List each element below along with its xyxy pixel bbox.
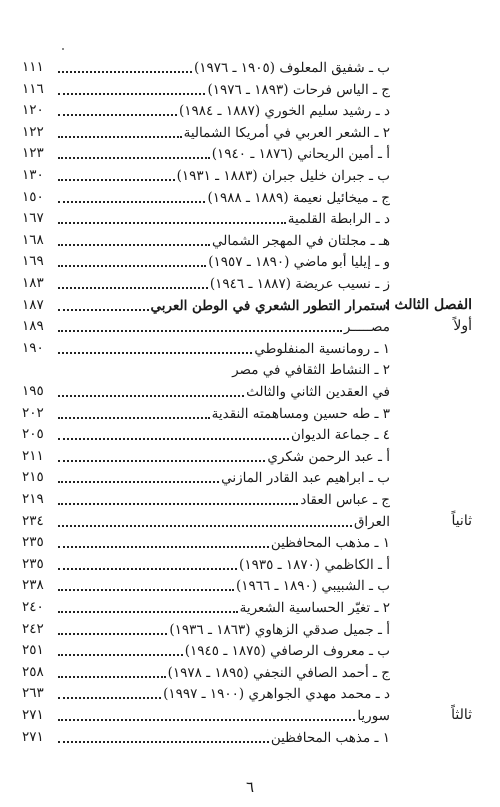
- toc-entry-body: [58, 661, 390, 683]
- dot-leader: [58, 71, 192, 73]
- dot-leader: [58, 114, 177, 116]
- toc-entry-page: ١٦٩: [22, 253, 44, 270]
- dot-leader: [58, 654, 183, 656]
- toc-entry-title: ٢ ـ الشعر العربي في أمريكا الشمالية: [183, 124, 390, 141]
- toc-entry-title: و ـ إيليا أبو ماضي (١٨٩٠ ـ ١٩٥٧): [208, 254, 390, 271]
- toc-entry-page: ٢٥٨: [22, 663, 44, 680]
- toc-entry-title: ٤ ـ جماعة الديوان: [291, 427, 390, 444]
- toc-entry-title: د ـ محمد مهدي الجواهري (١٩٠٠ ـ ١٩٩٧): [163, 686, 390, 703]
- dot-leader: [58, 568, 237, 570]
- toc-entry: [0, 315, 500, 337]
- toc-entry-title: ب ـ ابراهيم عبد القادر المازني: [221, 470, 390, 487]
- section-label: ثالثاً: [451, 707, 472, 723]
- toc-entry-body: [58, 229, 390, 251]
- toc-entry-title: ٣ ـ طه حسين ومساهمته النقدية: [211, 405, 390, 422]
- toc-entry: [0, 596, 500, 618]
- toc-entry-title: ز ـ نسيب عريضة (١٨٨٧ ـ ١٩٤٦): [209, 276, 390, 292]
- toc-entry-title: مصـــــر: [343, 319, 390, 336]
- toc-entry: [0, 380, 500, 402]
- toc-entry-page: ١٦٧: [22, 210, 44, 227]
- toc-entry: [0, 164, 500, 186]
- dot-leader: [58, 157, 210, 159]
- dot-leader: [58, 503, 298, 505]
- toc-entry-title: ١ ـ مذهب المحافظين: [270, 729, 390, 746]
- toc-entry-page: ١٢٣: [22, 145, 44, 162]
- toc-entry-page: ١٨٩: [22, 318, 44, 335]
- toc-entry-body: [58, 488, 390, 510]
- toc-entry: [0, 294, 500, 316]
- toc-entry-page: ١٣٠: [22, 167, 44, 183]
- toc-entry: [0, 121, 500, 143]
- toc-entry-body: [58, 250, 390, 272]
- toc-entry: [0, 466, 500, 488]
- toc-entry-title: استمرار التطور الشعري في الوطن العربي: [150, 297, 390, 314]
- toc-entry: [0, 574, 500, 596]
- toc-entry: [0, 402, 500, 424]
- toc-entry: [0, 488, 500, 510]
- toc-entry-page: ٢٠٢: [22, 404, 44, 421]
- toc-entry: [0, 142, 500, 164]
- dot-leader: [58, 309, 149, 311]
- toc-entry-body: [58, 553, 390, 575]
- dot-leader: [58, 546, 269, 548]
- toc-entry-title: ب ـ شفيق المعلوف (١٩٠٥ ـ ١٩٧٦): [193, 60, 390, 76]
- toc-entry-title: أ ـ عبد الرحمن شكري: [267, 448, 390, 465]
- toc-entry: [0, 186, 500, 208]
- toc-entry-body: [58, 704, 390, 726]
- toc-entry-page: ٢٤٢: [22, 620, 44, 637]
- dot-leader: [58, 741, 269, 743]
- toc-entry-title: أ ـ أمين الريحاني (١٨٧٦ ـ ١٩٤٠): [211, 146, 390, 163]
- toc-entry-title: ج ـ الياس فرحات (١٨٩٣ ـ ١٩٧٦): [207, 81, 390, 98]
- dot-leader: [58, 222, 286, 224]
- toc-entry-page: ١٨٣: [22, 275, 44, 291]
- toc-entry-page: ١٨٧: [22, 296, 44, 313]
- toc-entry-title: د ـ رشيد سليم الخوري (١٨٨٧ ـ ١٩٨٤): [178, 103, 390, 120]
- toc-entry-title: العراق: [353, 513, 390, 530]
- toc-entry-title: ب ـ جبران خليل جبران (١٨٨٣ ـ ١٩٣١): [176, 168, 390, 184]
- toc-entry-body: [58, 164, 390, 186]
- toc-entry-page: ٢٣٥: [22, 534, 44, 551]
- toc-entry-title: ١ ـ مذهب المحافظين: [270, 535, 390, 552]
- dot-leader: [58, 481, 219, 483]
- toc-entry-body: [58, 682, 390, 704]
- toc-entry: [0, 272, 500, 294]
- toc-entry-body: [58, 380, 390, 402]
- toc-entry-page: ١٢٠: [22, 102, 44, 119]
- toc-entry: [0, 78, 500, 100]
- toc-entry-body: [58, 294, 390, 316]
- toc-entry-title: أ ـ جميل صدقي الزهاوي (١٨٦٣ ـ ١٩٣٦): [169, 621, 390, 638]
- toc-entry-page: ٢٤٠: [22, 599, 44, 615]
- toc-entry-body: [58, 402, 390, 424]
- dot-leader: [58, 633, 167, 635]
- toc-entry-page: ١١٦: [22, 80, 44, 97]
- toc-entry: [0, 445, 500, 467]
- toc-entry: [0, 358, 500, 380]
- toc-entry-body: [58, 315, 390, 337]
- toc-entry-body: [58, 574, 390, 596]
- toc-entry-body: [58, 596, 390, 618]
- toc-entry: [0, 661, 500, 683]
- toc-entry-page: ٢٥١: [22, 642, 44, 659]
- toc-entry-body: [58, 121, 390, 143]
- toc-entry-title: ٢ ـ النشاط الثقافي في مصر: [232, 362, 390, 379]
- toc-entry-page: ٢٦٣: [22, 685, 44, 702]
- toc-entry-page: ١٦٨: [22, 231, 44, 248]
- toc-entry: [0, 99, 500, 121]
- toc-entry-page: ٢٣٥: [22, 555, 44, 572]
- dot-leader: [58, 525, 352, 527]
- toc-entry-page: ٢١٩: [22, 491, 44, 507]
- toc-entry-page: ١١١: [22, 59, 44, 75]
- toc-entry: [0, 337, 500, 359]
- toc-entry-title: ج ـ أحمد الصافي النجفي (١٨٩٥ ـ ١٩٧٨): [167, 664, 390, 681]
- toc-entry-page: ٢٣٨: [22, 577, 44, 594]
- toc-entry-body: [58, 99, 390, 121]
- toc-entry-title: ب ـ معروف الرصافي (١٨٧٥ ـ ١٩٤٥): [184, 643, 390, 660]
- dot-leader: [58, 201, 205, 203]
- toc-entry-title: د ـ الرابطة القلمية: [287, 211, 390, 228]
- toc-entry: [0, 531, 500, 553]
- toc-entry-body: [58, 423, 390, 445]
- toc-entry-title: ١ ـ رومانسية المنفلوطي: [254, 340, 390, 357]
- toc-entry-title: ج ـ عباس العقاد: [300, 492, 390, 508]
- dot-leader: [58, 611, 238, 613]
- toc-entry-body: [58, 337, 390, 359]
- toc-entry-title: هـ ـ مجلتان في المهجر الشمالي: [212, 232, 390, 249]
- toc-entry-page: ٢٣٤: [22, 512, 44, 529]
- toc-entry: [0, 207, 500, 229]
- toc-entry-body: [58, 186, 390, 208]
- toc-entry: [0, 229, 500, 251]
- toc-entry: [0, 56, 500, 78]
- toc-entry-body: [58, 726, 390, 748]
- dot-leader: [58, 93, 205, 95]
- toc-entry-body: [58, 142, 390, 164]
- toc-entry-title: ٢ ـ تغيّر الحساسية الشعرية: [239, 600, 390, 616]
- toc-entry: [0, 423, 500, 445]
- section-label: ثانياً: [451, 512, 472, 529]
- dot-leader: [58, 676, 166, 678]
- toc-entry-body: [58, 207, 390, 229]
- dot-leader: [58, 460, 265, 462]
- scan-speck: [62, 48, 64, 50]
- toc-entry: [0, 250, 500, 272]
- toc-entry-title: أ ـ الكاظمي (١٨٧٠ ـ ١٩٣٥): [239, 556, 390, 573]
- toc-entry-page: ١٩٠: [22, 339, 44, 356]
- toc-entry-body: [58, 272, 390, 294]
- toc-entry-title: في العقدين الثاني والثالث: [246, 384, 390, 400]
- toc-entry-page: ٢٧١: [22, 728, 44, 745]
- dot-leader: [58, 287, 208, 289]
- dot-leader: [58, 719, 355, 721]
- page-number: ٦: [245, 778, 255, 796]
- toc-entry-body: [58, 56, 390, 78]
- toc-entry-body: [58, 466, 390, 488]
- toc-entry-body: [58, 618, 390, 640]
- section-label: الفصل الثالث :: [384, 296, 472, 313]
- dot-leader: [58, 136, 182, 138]
- toc-entry-body: [58, 639, 390, 661]
- toc-entry: [0, 639, 500, 661]
- dot-leader: [58, 352, 252, 354]
- dot-leader: [58, 179, 175, 181]
- dot-leader: [58, 265, 206, 267]
- toc-entry-page: ٢٠٥: [22, 426, 44, 443]
- toc-entry-page: ٢١٥: [22, 469, 44, 486]
- dot-leader: [58, 417, 210, 419]
- toc-entry: [0, 704, 500, 726]
- toc-entry-body: [58, 510, 390, 532]
- dot-leader: [58, 697, 161, 699]
- toc-entry-title: سوريا: [357, 708, 390, 724]
- toc-entry-title: ج ـ ميخائيل نعيمة (١٨٨٩ ـ ١٩٨٨): [207, 189, 390, 206]
- dot-leader: [58, 244, 210, 246]
- toc-entry-body: [58, 358, 390, 380]
- toc-entry: [0, 682, 500, 704]
- toc-entry-page: ١٥٠: [22, 188, 44, 205]
- dot-leader: [58, 438, 289, 440]
- toc-entry-page: ٢١١: [22, 447, 44, 464]
- toc-entry-page: ١٩٥: [22, 383, 44, 399]
- toc-entry: [0, 618, 500, 640]
- dot-leader: [58, 330, 342, 332]
- section-label: أولاً: [453, 318, 472, 335]
- dot-leader: [58, 589, 234, 591]
- toc-entry-page: ٢٧١: [22, 707, 44, 723]
- toc-entry-page: ١٢٢: [22, 123, 44, 140]
- toc-entry-body: [58, 78, 390, 100]
- toc-entry-body: [58, 531, 390, 553]
- dot-leader: [58, 395, 244, 397]
- toc-entry-title: ب ـ الشبيبي (١٨٩٠ ـ ١٩٦٦): [235, 578, 390, 595]
- toc-entry: [0, 510, 500, 532]
- toc-entry: [0, 726, 500, 748]
- toc-entry: [0, 553, 500, 575]
- toc-entry-body: [58, 445, 390, 467]
